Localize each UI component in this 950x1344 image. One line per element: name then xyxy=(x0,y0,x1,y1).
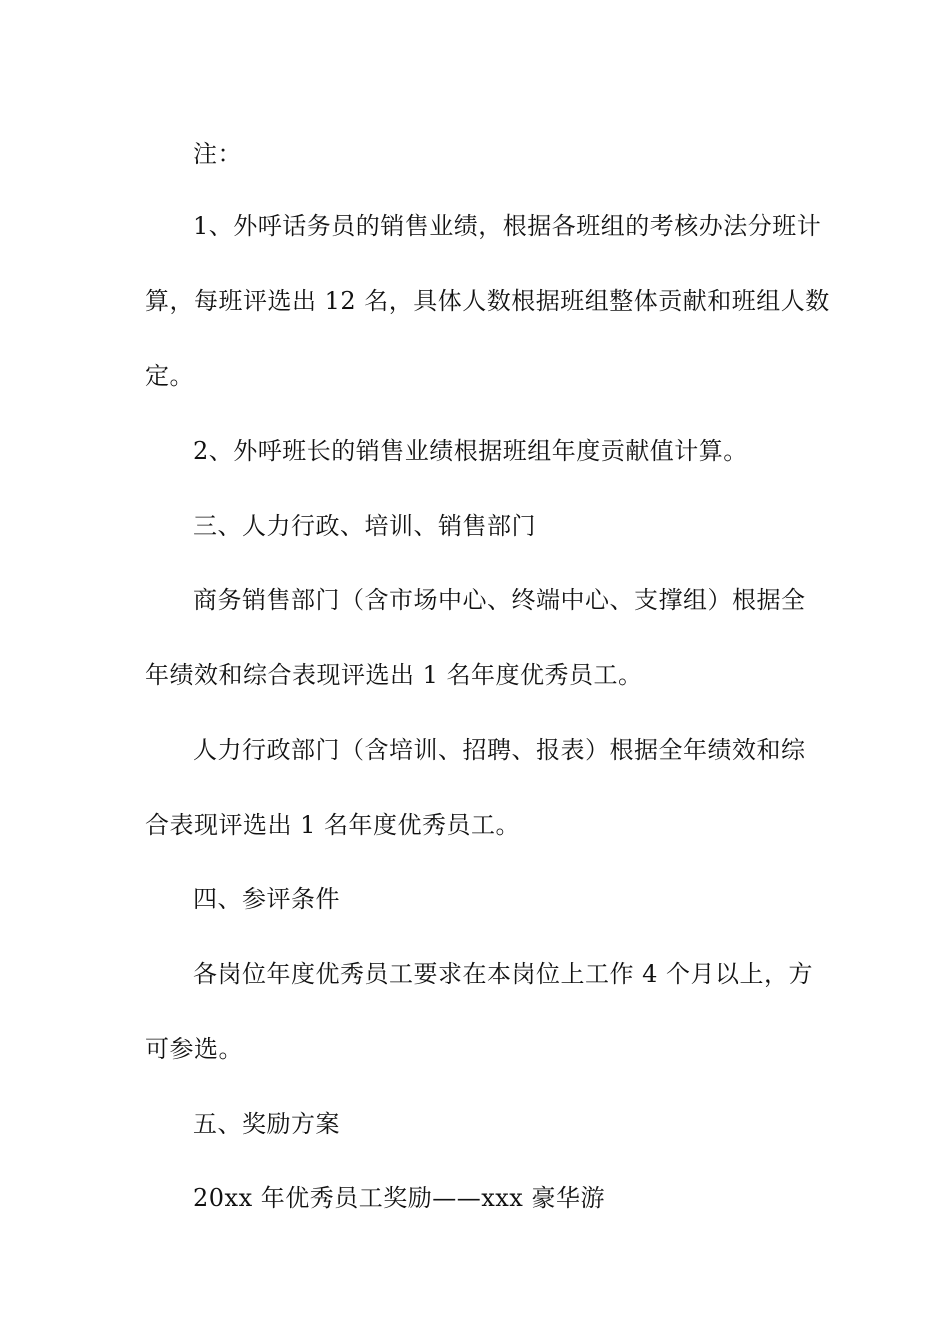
note-heading: 注： xyxy=(193,140,242,168)
paragraph-line: 算，每班评选出 12 名，具体人数根据班组整体贡献和班组人数 xyxy=(145,287,830,315)
paragraph-line: 商务销售部门（含市场中心、终端中心、支撑组）根据全 xyxy=(193,586,806,614)
paragraph-line: 人力行政部门（含培训、招聘、报表）根据全年绩效和综 xyxy=(193,736,806,764)
paragraph-line: 定。 xyxy=(145,362,194,390)
paragraph-line: 20xx 年优秀员工奖励——xxx 豪华游 xyxy=(193,1184,605,1212)
section-heading: 三、人力行政、培训、销售部门 xyxy=(193,512,536,540)
paragraph-line: 2、外呼班长的销售业绩根据班组年度贡献值计算。 xyxy=(193,437,748,465)
paragraph-line: 1、外呼话务员的销售业绩，根据各班组的考核办法分班计 xyxy=(193,212,822,240)
section-heading: 四、参评条件 xyxy=(193,885,340,913)
section-heading: 五、奖励方案 xyxy=(193,1110,340,1138)
paragraph-line: 合表现评选出 1 名年度优秀员工。 xyxy=(145,811,521,839)
paragraph-line: 可参选。 xyxy=(145,1035,243,1063)
paragraph-line: 各岗位年度优秀员工要求在本岗位上工作 4 个月以上，方 xyxy=(193,960,814,988)
paragraph-line: 年绩效和综合表现评选出 1 名年度优秀员工。 xyxy=(145,661,643,689)
